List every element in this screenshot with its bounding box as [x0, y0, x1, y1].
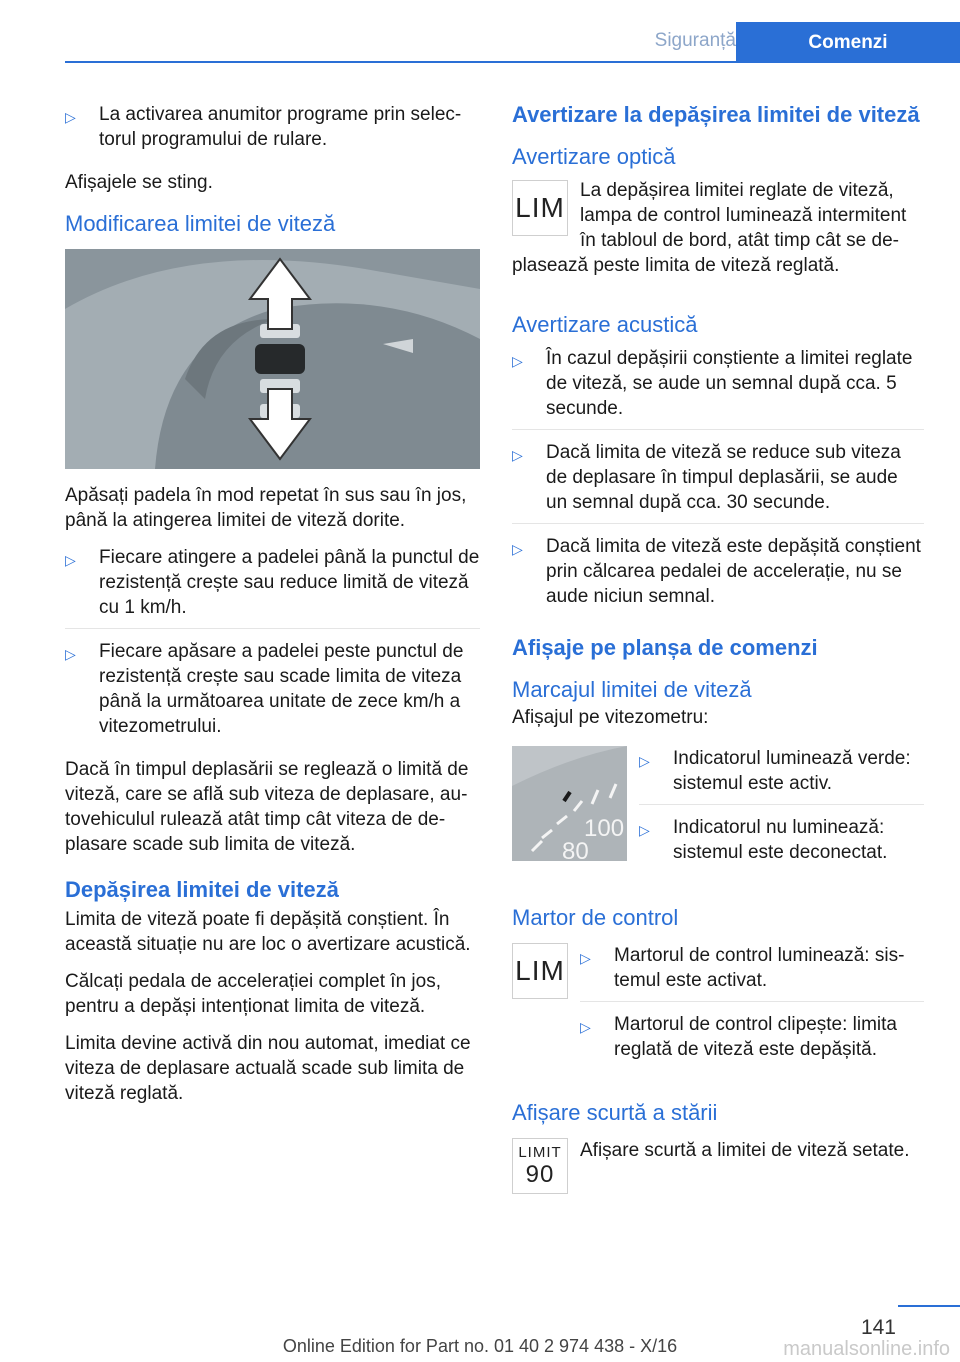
paragraph: Apăsați padela în mod repetat în sus sau în jos, până la atingerea limitei de viteză dorite.	[65, 485, 467, 531]
list-item: ▷ Martorul de control luminează: sistemul este activat.	[580, 943, 924, 1002]
limit-value: 90	[525, 1161, 555, 1188]
page-number: 141	[860, 1316, 896, 1339]
bullet-triangle-icon: ▷	[512, 541, 523, 557]
bullet-triangle-icon: ▷	[639, 822, 650, 838]
bullet-triangle-icon: ▷	[512, 353, 523, 369]
footer-rule	[898, 1305, 960, 1307]
marker-block	[512, 746, 924, 883]
heading-optical: Avertizare optică	[512, 144, 676, 169]
list-item: ▷ Fiecare apăsare a padelei peste punctul de rezistență crește sau scade limita de viteza până la următoarea unitate de zece km/h a vitezometrului.	[65, 641, 464, 737]
paragraph: Afișajele se sting.	[65, 172, 213, 193]
bullet-triangle-icon: ▷	[580, 950, 591, 966]
list-item: ▷ Martorul de control clipește: limita reglată de viteză este depășită.	[580, 1014, 897, 1060]
steering-wheel-illustration	[65, 249, 480, 469]
paragraph: Afișajul pe vitezometru:	[512, 707, 709, 728]
limit-90-icon	[512, 1138, 568, 1194]
heading-marker: Marcajul limitei de viteză	[512, 677, 752, 702]
heading-warning: Avertizare la depășirea limitei de viteză	[512, 102, 920, 127]
paragraph: La depășirea limitei reglate de viteză, lampa de control luminează intermitent în tabloul de bord, atât timp cât se deplasează peste limita de viteză reglată.	[512, 180, 907, 276]
bullet-triangle-icon: ▷	[65, 109, 76, 125]
watermark: manualsonline.info	[783, 1338, 950, 1360]
limit-word: LIMIT	[518, 1144, 562, 1161]
paragraph: Limita devine activă din nou automat, imediat ce viteza de deplasare actuală scade sub limita de viteză reglată.	[65, 1033, 471, 1104]
list-item: ▷ Dacă limita de viteză este depășită conștient prin călcarea pedalei de accelerație, nu se aude niciun semnal.	[512, 536, 921, 607]
heading-acoustic: Avertizare acustică	[512, 312, 698, 337]
chapter-tab[interactable]: Comenzi	[736, 22, 960, 63]
list-item: ▷ Indicatorul nu luminează: sistemul este deconectat.	[639, 817, 888, 863]
bullet-triangle-icon: ▷	[65, 552, 76, 568]
paragraph: Călcați pedala de accelerației complet în jos, pentru a depăși intenționat limita de viteză.	[65, 971, 441, 1017]
speedometer-illustration	[512, 746, 627, 861]
list-item: ▷ În cazul depășirii conștiente a limitei reglate de viteză, se aude un semnal după cca. 5 secunde.	[512, 346, 924, 430]
bullet-triangle-icon: ▷	[580, 1019, 591, 1035]
heading-change-limit: Modificarea limitei de viteză	[65, 211, 336, 236]
speedo-label-80: 80	[562, 838, 589, 861]
steering-wheel-photo	[65, 249, 480, 469]
bullet-triangle-icon: ▷	[639, 753, 650, 769]
list-item: ▷ La activarea anumitor programe prin selectorul programului de rulare.	[65, 104, 462, 150]
heading-exceed: Depășirea limitei de viteză	[65, 877, 339, 902]
control-block	[512, 943, 924, 1080]
optical-block	[512, 178, 924, 290]
section-tab[interactable]: Siguranță	[654, 30, 736, 51]
page-header	[65, 22, 960, 62]
paragraph: Dacă în timpul deplasării se reglează o limită de viteză, care se află sub viteza de deplasare, autovehiculul rulează atât timp cât viteza de deplasare scade sub limita de viteză.	[65, 759, 469, 855]
short-status-block	[512, 1138, 924, 1194]
lim-icon: LIM	[512, 180, 568, 236]
speedo-label-100: 100	[584, 815, 625, 842]
paragraph: Limita de viteză poate fi depășită conștient. În această situație nu are loc o avertizare acustică.	[65, 909, 471, 955]
list-item: ▷ Fiecare atingere a padelei până la punctul de rezistență crește sau reduce limită de viteză cu 1 km/h.	[65, 545, 480, 629]
list-item: ▷ Dacă limita de viteză se reduce sub viteza de deplasare în timpul deplasării, se aude un semnal după cca. 30 secunde.	[512, 440, 924, 524]
list-item: ▷ Indicatorul luminează verde: sistemul este activ.	[639, 746, 924, 805]
speedometer-image	[512, 746, 627, 861]
edition-line: Online Edition for Part no. 01 40 2 974 438 - X/16	[282, 1336, 678, 1356]
bullet-triangle-icon: ▷	[512, 447, 523, 463]
left-column	[65, 102, 480, 1118]
paragraph: Afișare scurtă a limitei de viteză setate.	[580, 1140, 910, 1161]
right-column	[512, 102, 924, 1194]
bullet-triangle-icon: ▷	[65, 646, 76, 662]
heading-short-status: Afișare scurtă a stării	[512, 1100, 718, 1125]
heading-displays: Afișaje pe planșa de comenzi	[512, 635, 818, 660]
lim-icon: LIM	[512, 943, 568, 999]
heading-control: Martor de control	[512, 905, 679, 930]
